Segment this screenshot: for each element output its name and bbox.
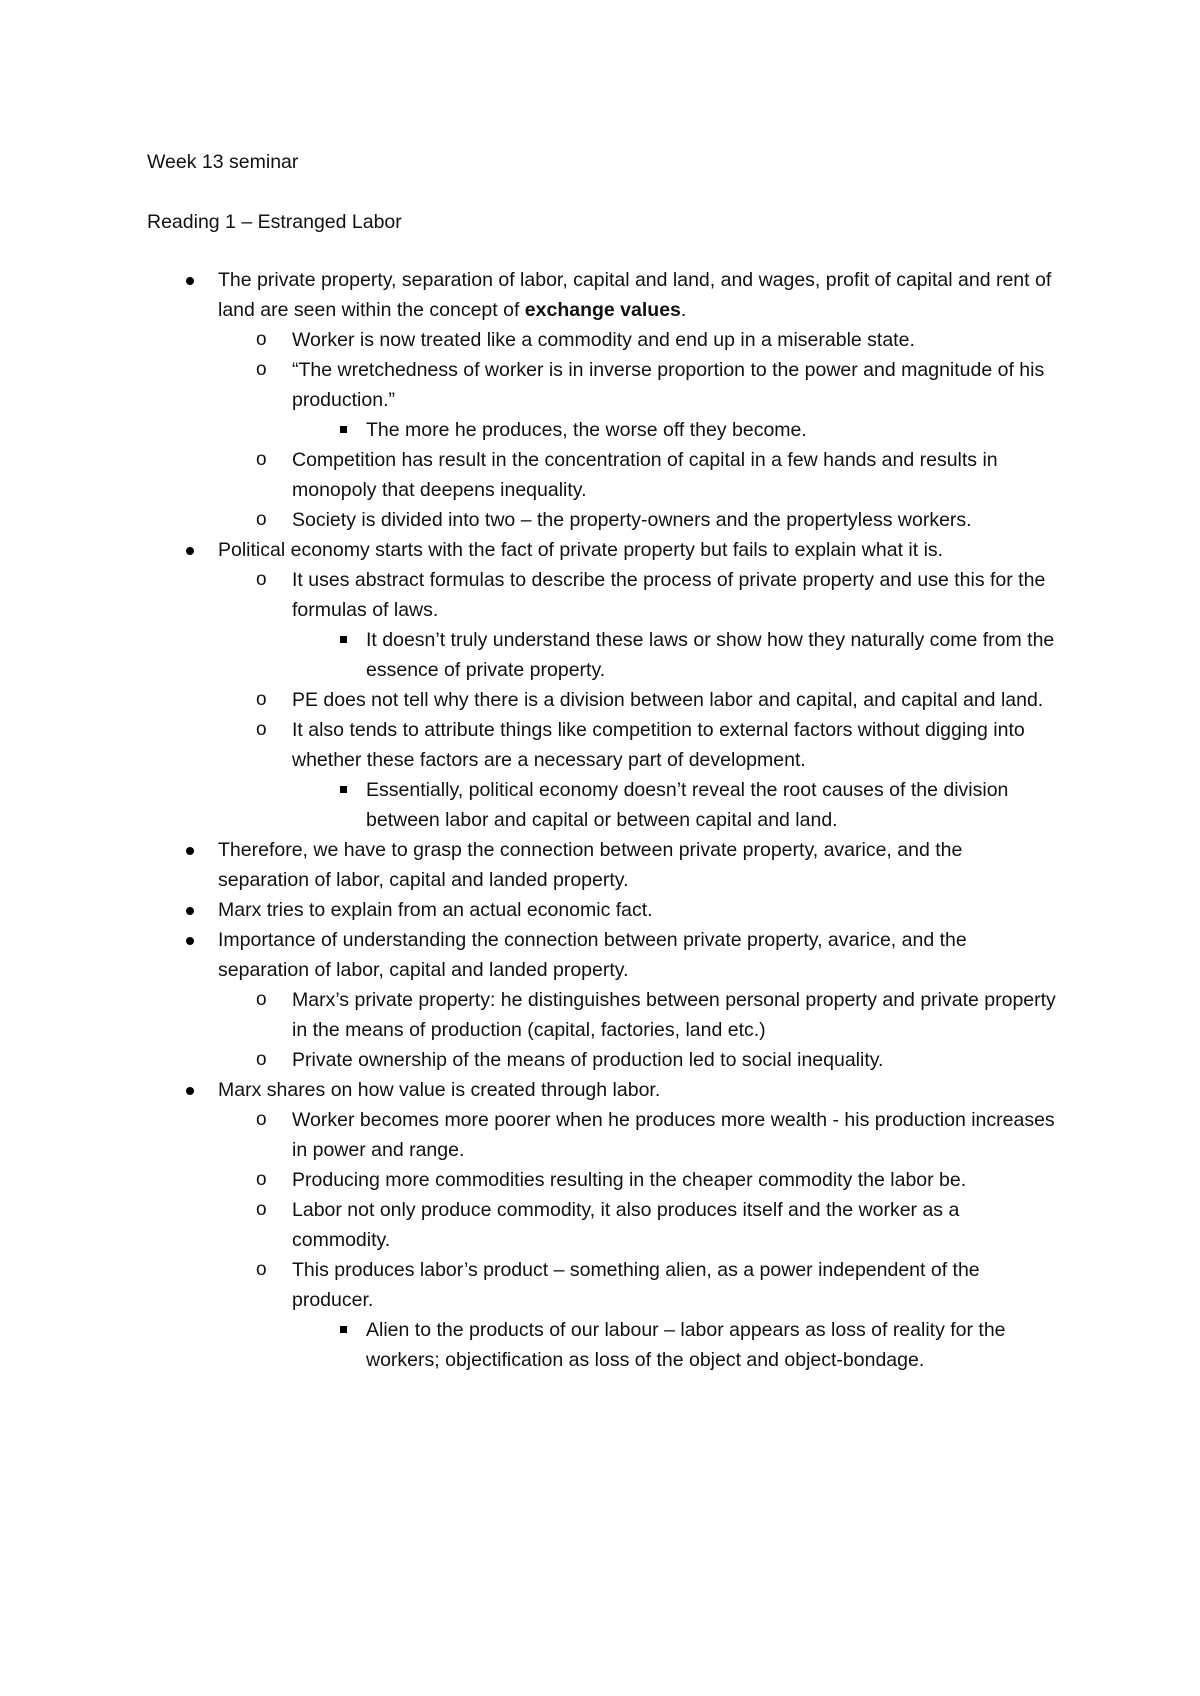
list-item-text: Private ownership of the means of production led to social inequality. [292, 1049, 884, 1071]
list-item-level-2 [0, 985, 1058, 1045]
list-item-text: Alien to the products of our labour – labor appears as loss of reality for the workers; objectification as loss of the object and object-bondage. [366, 1319, 1006, 1371]
bullet-circle-icon: o [256, 989, 267, 1010]
bullet-circle-icon: o [256, 719, 267, 740]
list-item-level-1 [0, 1075, 1058, 1105]
list-item-level-2 [0, 1255, 1058, 1315]
list-item-text: It doesn’t truly understand these laws or show how they naturally come from the essence of private property. [366, 629, 1055, 681]
list-item-text: Essentially, political economy doesn’t reveal the root causes of the division between labor and capital or between capital and land. [366, 779, 1009, 831]
list-item-text: Worker becomes more poorer when he produces more wealth - his production increases in power and range. [292, 1109, 1055, 1161]
bullet-circle-icon: o [256, 509, 267, 530]
list-item-level-1 [0, 535, 1058, 565]
emphasis-term: exchange values [524, 299, 681, 321]
bullet-circle-icon: o [256, 1109, 267, 1130]
list-item-level-3 [0, 415, 1058, 445]
list-item-level-1 [0, 895, 1058, 925]
list-item-level-2 [0, 1045, 1058, 1075]
list-item-text: PE does not tell why there is a division between labor and capital, and capital and land. [292, 689, 1044, 711]
list-item-level-2 [0, 715, 1058, 775]
list-item-level-2 [0, 565, 1058, 625]
page-title: Week 13 seminar [147, 151, 299, 173]
bullet-circle-icon: o [256, 1259, 267, 1280]
reading-heading: Reading 1 – Estranged Labor [147, 211, 402, 233]
list-item-text: Marx tries to explain from an actual economic fact. [218, 899, 653, 921]
list-item-text: Importance of understanding the connection between private property, avarice, and the separation of labor, capital and landed property. [218, 929, 967, 981]
bullet-list [0, 265, 1200, 1375]
list-item-level-3 [0, 775, 1058, 835]
bullet-square-icon [340, 426, 347, 433]
list-item-text: It also tends to attribute things like competition to external factors without digging into whether these factors are a necessary part of development. [292, 719, 1025, 771]
list-item-text: Marx shares on how value is created through labor. [218, 1079, 661, 1101]
list-item-text: Marx’s private property: he distinguishes between personal property and private property in the means of production (capital, factories, land etc.) [292, 989, 1056, 1041]
bullet-square-icon [340, 636, 347, 643]
bullet-circle-icon: o [256, 329, 267, 350]
list-item-text: Labor not only produce commodity, it also produces itself and the worker as a commodity. [292, 1199, 960, 1251]
bullet-circle-icon: o [256, 689, 267, 710]
list-item-level-2 [0, 1165, 1058, 1195]
list-item-text: Therefore, we have to grasp the connection between private property, avarice, and the separation of labor, capital and landed property. [218, 839, 963, 891]
list-item-level-2 [0, 445, 1058, 505]
bullet-disc-icon [186, 937, 194, 945]
list-item-level-2 [0, 355, 1058, 415]
list-item-text: Worker is now treated like a commodity and end up in a miserable state. [292, 329, 915, 351]
list-item-level-2 [0, 505, 1058, 535]
list-item-level-1 [0, 265, 1058, 325]
list-item-text: The private property, separation of labor, capital and land, and wages, profit of capital and rent of land are seen within the concept of exchange values. [218, 269, 1052, 321]
list-item-text: The more he produces, the worse off they become. [366, 419, 807, 441]
bullet-disc-icon [186, 847, 194, 855]
bullet-circle-icon: o [256, 359, 267, 380]
list-item-level-1 [0, 925, 1058, 985]
bullet-circle-icon: o [256, 449, 267, 470]
list-item-text: It uses abstract formulas to describe the process of private property and use this for the formulas of laws. [292, 569, 1046, 621]
list-item-text: Political economy starts with the fact of private property but fails to explain what it is. [218, 539, 944, 561]
list-item-text: Producing more commodities resulting in the cheaper commodity the labor be. [292, 1169, 967, 1191]
bullet-circle-icon: o [256, 1049, 267, 1070]
bullet-circle-icon: o [256, 1199, 267, 1220]
list-item-level-2 [0, 685, 1058, 715]
list-item-level-2 [0, 325, 1058, 355]
list-item-level-2 [0, 1195, 1058, 1255]
bullet-disc-icon [186, 277, 194, 285]
list-item-level-3 [0, 625, 1058, 685]
bullet-disc-icon [186, 907, 194, 915]
list-item-level-3 [0, 1315, 1058, 1375]
list-item-level-1 [0, 835, 1058, 895]
list-item-text: “The wretchedness of worker is in inverse proportion to the power and magnitude of his production.” [292, 359, 1045, 411]
bullet-disc-icon [186, 1087, 194, 1095]
list-item-level-2 [0, 1105, 1058, 1165]
bullet-square-icon [340, 1326, 347, 1333]
bullet-square-icon [340, 786, 347, 793]
bullet-disc-icon [186, 547, 194, 555]
list-item-text: This produces labor’s product – something alien, as a power independent of the producer. [292, 1259, 980, 1311]
list-item-text: Competition has result in the concentration of capital in a few hands and results in monopoly that deepens inequality. [292, 449, 998, 501]
list-item-text: Society is divided into two – the property-owners and the propertyless workers. [292, 509, 972, 531]
bullet-circle-icon: o [256, 1169, 267, 1190]
bullet-circle-icon: o [256, 569, 267, 590]
